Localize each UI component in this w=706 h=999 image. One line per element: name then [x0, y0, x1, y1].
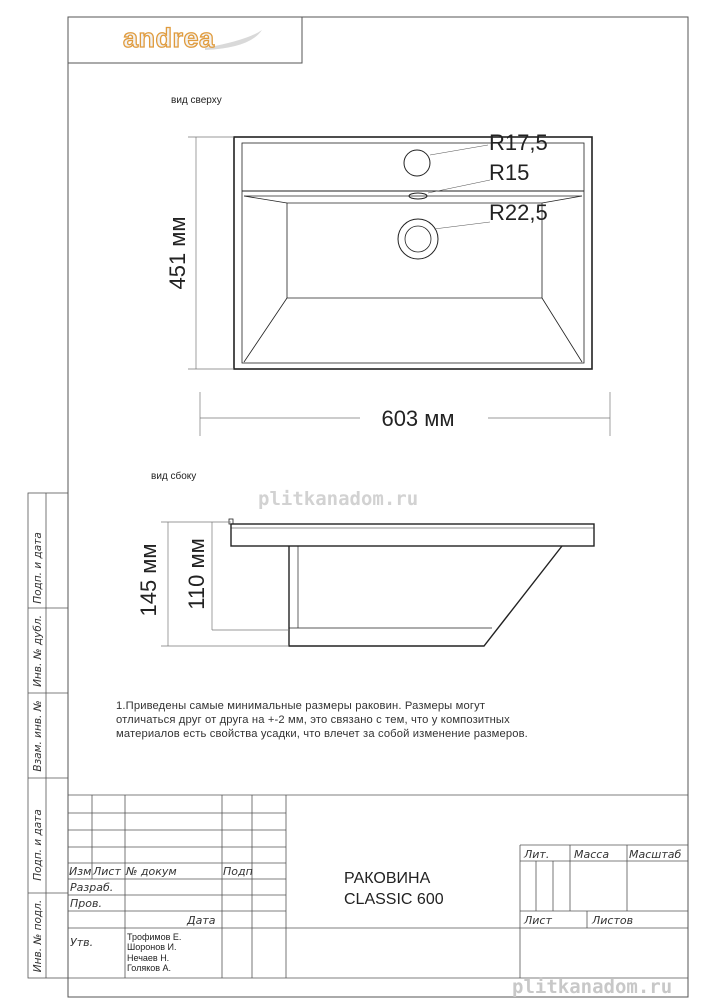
note-line-3: материалов есть свойства усадки, что влечет за собой изменение размеров. [116, 728, 528, 740]
radius-drain-label: R22,5 [489, 200, 548, 225]
drain-inner [405, 226, 431, 252]
depth-dimension [188, 137, 234, 369]
radius-overflow-label: R15 [489, 160, 530, 185]
col-list: Лист [93, 865, 121, 878]
lit-label: Лит. [524, 848, 550, 861]
stamp-sign-date-2: Подп. и дата [32, 809, 44, 881]
height-total-label: 145 мм [136, 543, 161, 617]
stamp-sign-date-1: Подп. и дата [32, 532, 44, 604]
watermark-text: plitkanadom.ru [258, 488, 419, 510]
col-doc: № докум [126, 865, 177, 878]
stamp-dup-inv: Инв. № дубл. [32, 615, 44, 687]
col-sign: Подп [223, 865, 253, 878]
note-line-1: 1.Приведены самые минимальные размеры раковин. Размеры могут [116, 700, 486, 712]
sheet-label: Лист [524, 914, 552, 927]
col-date: Дата [187, 914, 216, 927]
name-4: Голяков А. [127, 963, 172, 973]
sheets-label: Листов [592, 914, 634, 927]
tap-hole [404, 150, 430, 176]
top-view-label: вид сверху [171, 95, 222, 106]
side-countertop [231, 524, 594, 546]
basin-outline [234, 137, 592, 369]
product-title-line-2: CLASSIC 600 [344, 891, 444, 908]
depth-label: 451 мм [165, 216, 190, 290]
scale-label: Масштаб [629, 848, 682, 861]
brand-logo [123, 23, 262, 53]
watermark-bottom-text: plitkanadom.ru [512, 976, 673, 998]
drain-outer [398, 219, 438, 259]
radius-leaders [428, 145, 490, 229]
side-view-label: вид сбоку [151, 471, 197, 482]
product-title-line-1: РАКОВИНА [344, 870, 431, 887]
note-line-2: отличаться друг от друга на +-2 мм, это связано с тем, что у композитных [116, 714, 510, 726]
row-checked: Пров. [70, 897, 102, 910]
name-3: Нечаев Н. [127, 953, 170, 963]
stamp-replace-inv: Взам. инв. № [32, 700, 44, 772]
row-developed: Разраб. [70, 881, 114, 894]
side-bowl [289, 546, 562, 646]
height-dimensions [161, 522, 289, 646]
name-2: Шоронов И. [127, 942, 177, 952]
dimension-note [116, 699, 676, 741]
side-tap-stub [229, 519, 233, 524]
name-1: Трофимов Е. [127, 932, 182, 942]
mass-label: Масса [574, 848, 610, 861]
basin-rim [242, 143, 584, 363]
height-bowl-label: 110 мм [184, 538, 209, 610]
side-view [229, 519, 594, 646]
stamp-orig-inv: Инв. № подл. [32, 899, 44, 973]
logo-text: andrea [123, 23, 215, 53]
top-view [234, 137, 592, 369]
width-label: 603 мм [381, 406, 455, 431]
col-izm: Изм [69, 865, 92, 878]
radius-tap-label: R17,5 [489, 130, 548, 155]
row-approved: Утв. [70, 936, 94, 949]
